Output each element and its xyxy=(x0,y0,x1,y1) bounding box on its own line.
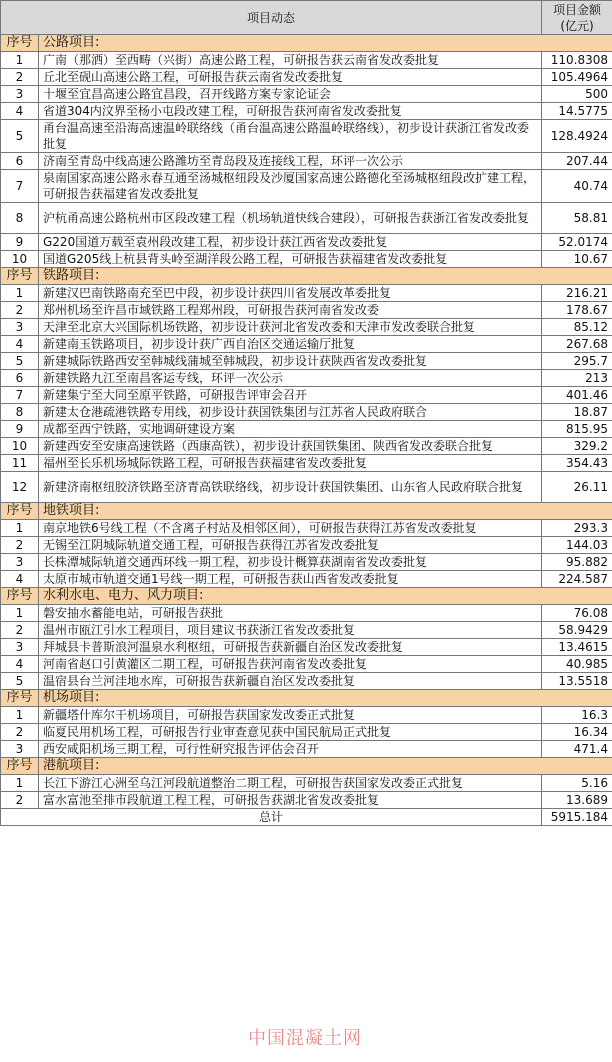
project-row xyxy=(1,639,612,656)
project-row xyxy=(1,421,612,438)
category-title: 港航项目: xyxy=(39,758,612,775)
project-amount: 58.9429 xyxy=(542,622,612,639)
project-number: 2 xyxy=(1,622,39,639)
project-row xyxy=(1,707,612,724)
project-row xyxy=(1,370,612,387)
header-amount-unit: (亿元) xyxy=(560,18,594,33)
project-description: 温宿县台兰河洼地水库，可研报告获新疆自治区发改委批复 xyxy=(39,673,542,690)
project-description: 济南至青岛中线高速公路潍坊至青岛段及连接线工程，环评一次公示 xyxy=(39,153,542,170)
project-row xyxy=(1,554,612,571)
category-row xyxy=(1,758,612,775)
project-amount: 128.4924 xyxy=(542,120,612,153)
project-amount: 40.74 xyxy=(542,170,612,203)
project-number: 12 xyxy=(1,472,39,503)
project-description: 丘北至砚山高速公路工程，可研报告获云南省发改委批复 xyxy=(39,69,542,86)
category-number-label: 序号 xyxy=(1,758,39,775)
category-row xyxy=(1,690,612,707)
watermark-text: 中国混凝土网 xyxy=(248,1028,362,1049)
project-description: 泉南国家高速公路永春互通至汤城枢纽段及沙厦国家高速公路德化至汤城枢纽段改扩建工程，可研报告获福建省发改委批复 xyxy=(39,170,542,203)
project-row xyxy=(1,673,612,690)
project-number: 4 xyxy=(1,336,39,353)
project-number: 5 xyxy=(1,353,39,370)
project-description: 西安咸阳机场三期工程，可行性研究报告评估会召开 xyxy=(39,741,542,758)
project-description: 新建济南枢纽胶济铁路至济青高铁联络线，初步设计获国铁集团、山东省人民政府联合批复 xyxy=(39,472,542,503)
project-description: 富水富池至排市段航道工程工程，可研报告获湖北省发改委批复 xyxy=(39,792,542,809)
project-description: 拜城县卡普斯浪河温泉水利枢纽，可研报告获新疆自治区发改委批复 xyxy=(39,639,542,656)
table-header-row xyxy=(1,1,612,35)
category-title: 机场项目: xyxy=(39,690,612,707)
project-description: 温州市瓯江引水工程项目，项目建议书获浙江省发改委批复 xyxy=(39,622,542,639)
project-number: 2 xyxy=(1,69,39,86)
project-description: 新建太仓港疏港铁路专用线，初步设计获国铁集团与江苏省人民政府联合 xyxy=(39,404,542,421)
project-number: 1 xyxy=(1,520,39,537)
project-amount: 110.8308 xyxy=(542,52,612,69)
project-description: 长江下游江心洲至乌江河段航道整治二期工程，可研报告获国家发改委正式批复 xyxy=(39,775,542,792)
project-description: 福州至长乐机场城际铁路工程，可研报告获福建省发改委批复 xyxy=(39,455,542,472)
project-number: 8 xyxy=(1,404,39,421)
project-row xyxy=(1,438,612,455)
project-description: 新建汉巴南铁路南充至巴中段，初步设计获四川省发展改革委批复 xyxy=(39,285,542,302)
category-row xyxy=(1,588,612,605)
project-number: 2 xyxy=(1,302,39,319)
project-amount: 144.03 xyxy=(542,537,612,554)
project-row xyxy=(1,472,612,503)
project-number: 9 xyxy=(1,421,39,438)
project-row xyxy=(1,455,612,472)
project-number: 7 xyxy=(1,387,39,404)
project-number: 6 xyxy=(1,153,39,170)
project-number: 10 xyxy=(1,251,39,268)
project-amount: 95.882 xyxy=(542,554,612,571)
project-number: 2 xyxy=(1,792,39,809)
project-number: 1 xyxy=(1,285,39,302)
project-amount: 213 xyxy=(542,370,612,387)
project-row xyxy=(1,285,612,302)
project-description: 天津至北京大兴国际机场铁路，初步设计获河北省发改委和天津市发改委联合批复 xyxy=(39,319,542,336)
project-description: 临夏民用机场工程，可研报告行业审查意见获中国民航局正式批复 xyxy=(39,724,542,741)
project-amount: 815.95 xyxy=(542,421,612,438)
project-number: 2 xyxy=(1,537,39,554)
category-row xyxy=(1,35,612,52)
project-amount: 13.4615 xyxy=(542,639,612,656)
category-title: 地铁项目: xyxy=(39,503,612,520)
project-number: 10 xyxy=(1,438,39,455)
project-number: 4 xyxy=(1,103,39,120)
project-row xyxy=(1,571,612,588)
project-description: 太原市城市轨道交通1号线一期工程，可研报告获山西省发改委批复 xyxy=(39,571,542,588)
project-amount: 16.3 xyxy=(542,707,612,724)
project-row xyxy=(1,775,612,792)
project-number: 3 xyxy=(1,554,39,571)
project-amount: 500 xyxy=(542,86,612,103)
project-row xyxy=(1,69,612,86)
project-description: 长株潭城际轨道交通西环线一期工程，初步设计概算获湖南省发改委批复 xyxy=(39,554,542,571)
project-row xyxy=(1,520,612,537)
project-number: 9 xyxy=(1,234,39,251)
project-row xyxy=(1,234,612,251)
project-description: 河南省赵口引黄灌区二期工程，可研报告获河南省发改委批复 xyxy=(39,656,542,673)
project-description: 郑州机场至许昌市域铁路工程郑州段，可研报告获河南省发改委 xyxy=(39,302,542,319)
project-row xyxy=(1,353,612,370)
project-amount: 58.81 xyxy=(542,203,612,234)
project-row xyxy=(1,605,612,622)
project-amount: 10.67 xyxy=(542,251,612,268)
project-amount: 76.08 xyxy=(542,605,612,622)
project-row xyxy=(1,103,612,120)
project-amount: 354.43 xyxy=(542,455,612,472)
total-amount: 5915.184 xyxy=(542,809,612,826)
project-number: 3 xyxy=(1,741,39,758)
project-description: 沪杭甬高速公路杭州市区段改建工程（机场轨道快线合建段），可研报告获浙江省发改委批复 xyxy=(39,203,542,234)
project-number: 1 xyxy=(1,605,39,622)
header-project-cell: 项目动态 xyxy=(1,1,542,35)
project-amount: 85.12 xyxy=(542,319,612,336)
project-number: 3 xyxy=(1,319,39,336)
project-description: G220国道万载至袁州段改建工程，初步设计获江西省发改委批复 xyxy=(39,234,542,251)
project-number: 3 xyxy=(1,86,39,103)
category-row xyxy=(1,268,612,285)
project-number: 7 xyxy=(1,170,39,203)
project-description: 新疆塔什库尔干机场项目，可研报告获国家发改委正式批复 xyxy=(39,707,542,724)
project-number: 5 xyxy=(1,673,39,690)
project-amount: 216.21 xyxy=(542,285,612,302)
project-description: 无锡至江阴城际轨道交通工程，可研报告获得江苏省发改委批复 xyxy=(39,537,542,554)
project-row xyxy=(1,741,612,758)
category-number-label: 序号 xyxy=(1,588,39,605)
project-description: 省道304内汶界至杨小屯段改建工程，可研报告获河南省发改委批复 xyxy=(39,103,542,120)
project-row xyxy=(1,153,612,170)
project-amount: 295.7 xyxy=(542,353,612,370)
project-amount: 13.5518 xyxy=(542,673,612,690)
project-amount: 5.16 xyxy=(542,775,612,792)
project-amount: 293.3 xyxy=(542,520,612,537)
project-description: 国道G205线上杭县背头岭至湖洋段公路工程，可研报告获福建省发改委批复 xyxy=(39,251,542,268)
project-row xyxy=(1,319,612,336)
project-description: 甬台温高速至沿海高速温岭联络线（甬台温高速公路温岭联络线），初步设计获浙江省发改委批复 xyxy=(39,120,542,153)
category-row xyxy=(1,503,612,520)
project-amount: 26.11 xyxy=(542,472,612,503)
project-row xyxy=(1,86,612,103)
project-row xyxy=(1,622,612,639)
project-number: 1 xyxy=(1,707,39,724)
project-row xyxy=(1,656,612,673)
project-row xyxy=(1,203,612,234)
project-amount: 52.0174 xyxy=(542,234,612,251)
project-description: 十堰至宜昌高速公路宜昌段，召开线路方案专家论证会 xyxy=(39,86,542,103)
project-amount: 14.5775 xyxy=(542,103,612,120)
project-row xyxy=(1,302,612,319)
project-description: 新建城际铁路西安至韩城线蒲城至韩城段，初步设计获陕西省发改委批复 xyxy=(39,353,542,370)
project-number: 4 xyxy=(1,656,39,673)
project-row xyxy=(1,251,612,268)
project-amount: 267.68 xyxy=(542,336,612,353)
project-row xyxy=(1,792,612,809)
project-amount: 401.46 xyxy=(542,387,612,404)
category-title: 铁路项目: xyxy=(39,268,612,285)
project-number: 2 xyxy=(1,724,39,741)
project-description: 成都至西宁铁路，实地调研建设方案 xyxy=(39,421,542,438)
project-amount: 16.34 xyxy=(542,724,612,741)
project-number: 6 xyxy=(1,370,39,387)
project-description: 新建铁路九江至南昌客运专线，环评一次公示 xyxy=(39,370,542,387)
total-label: 总计 xyxy=(1,809,542,826)
project-amount: 178.67 xyxy=(542,302,612,319)
project-description: 广南（那洒）至西畴（兴街）高速公路工程，可研报告获云南省发改委批复 xyxy=(39,52,542,69)
project-row xyxy=(1,52,612,69)
project-amount: 207.44 xyxy=(542,153,612,170)
total-row xyxy=(1,809,612,826)
project-description: 新建集宁至大同至原平铁路，可研报告评审会召开 xyxy=(39,387,542,404)
header-amount-cell xyxy=(542,1,612,35)
category-number-label: 序号 xyxy=(1,35,39,52)
project-row xyxy=(1,537,612,554)
project-amount: 18.87 xyxy=(542,404,612,421)
project-number: 1 xyxy=(1,775,39,792)
project-amount: 13.689 xyxy=(542,792,612,809)
project-amount: 224.587 xyxy=(542,571,612,588)
project-row xyxy=(1,387,612,404)
project-row xyxy=(1,336,612,353)
project-amount: 105.4964 xyxy=(542,69,612,86)
project-description: 新建南玉铁路项目，初步设计获广西自治区交通运输厅批复 xyxy=(39,336,542,353)
project-row xyxy=(1,170,612,203)
project-number: 11 xyxy=(1,455,39,472)
project-row xyxy=(1,404,612,421)
header-amount-label: 项目金额 xyxy=(553,2,602,17)
project-row xyxy=(1,724,612,741)
project-description: 新建西安至安康高速铁路（西康高铁），初步设计获国铁集团、陕西省发改委联合批复 xyxy=(39,438,542,455)
project-table-body xyxy=(1,1,612,826)
category-number-label: 序号 xyxy=(1,503,39,520)
category-number-label: 序号 xyxy=(1,268,39,285)
project-amount: 329.2 xyxy=(542,438,612,455)
project-number: 3 xyxy=(1,639,39,656)
project-amount: 40.985 xyxy=(542,656,612,673)
project-number: 4 xyxy=(1,571,39,588)
project-number: 5 xyxy=(1,120,39,153)
category-title: 公路项目: xyxy=(39,35,612,52)
category-title: 水利水电、电力、风力项目: xyxy=(39,588,612,605)
project-amount: 471.4 xyxy=(542,741,612,758)
category-number-label: 序号 xyxy=(1,690,39,707)
project-description: 磐安抽水蓄能电站，可研报告获批 xyxy=(39,605,542,622)
project-row xyxy=(1,120,612,153)
project-number: 8 xyxy=(1,203,39,234)
project-description: 南京地铁6号线工程（不含离子村站及相邻区间），可研报告获得江苏省发改委批复 xyxy=(39,520,542,537)
project-number: 1 xyxy=(1,52,39,69)
